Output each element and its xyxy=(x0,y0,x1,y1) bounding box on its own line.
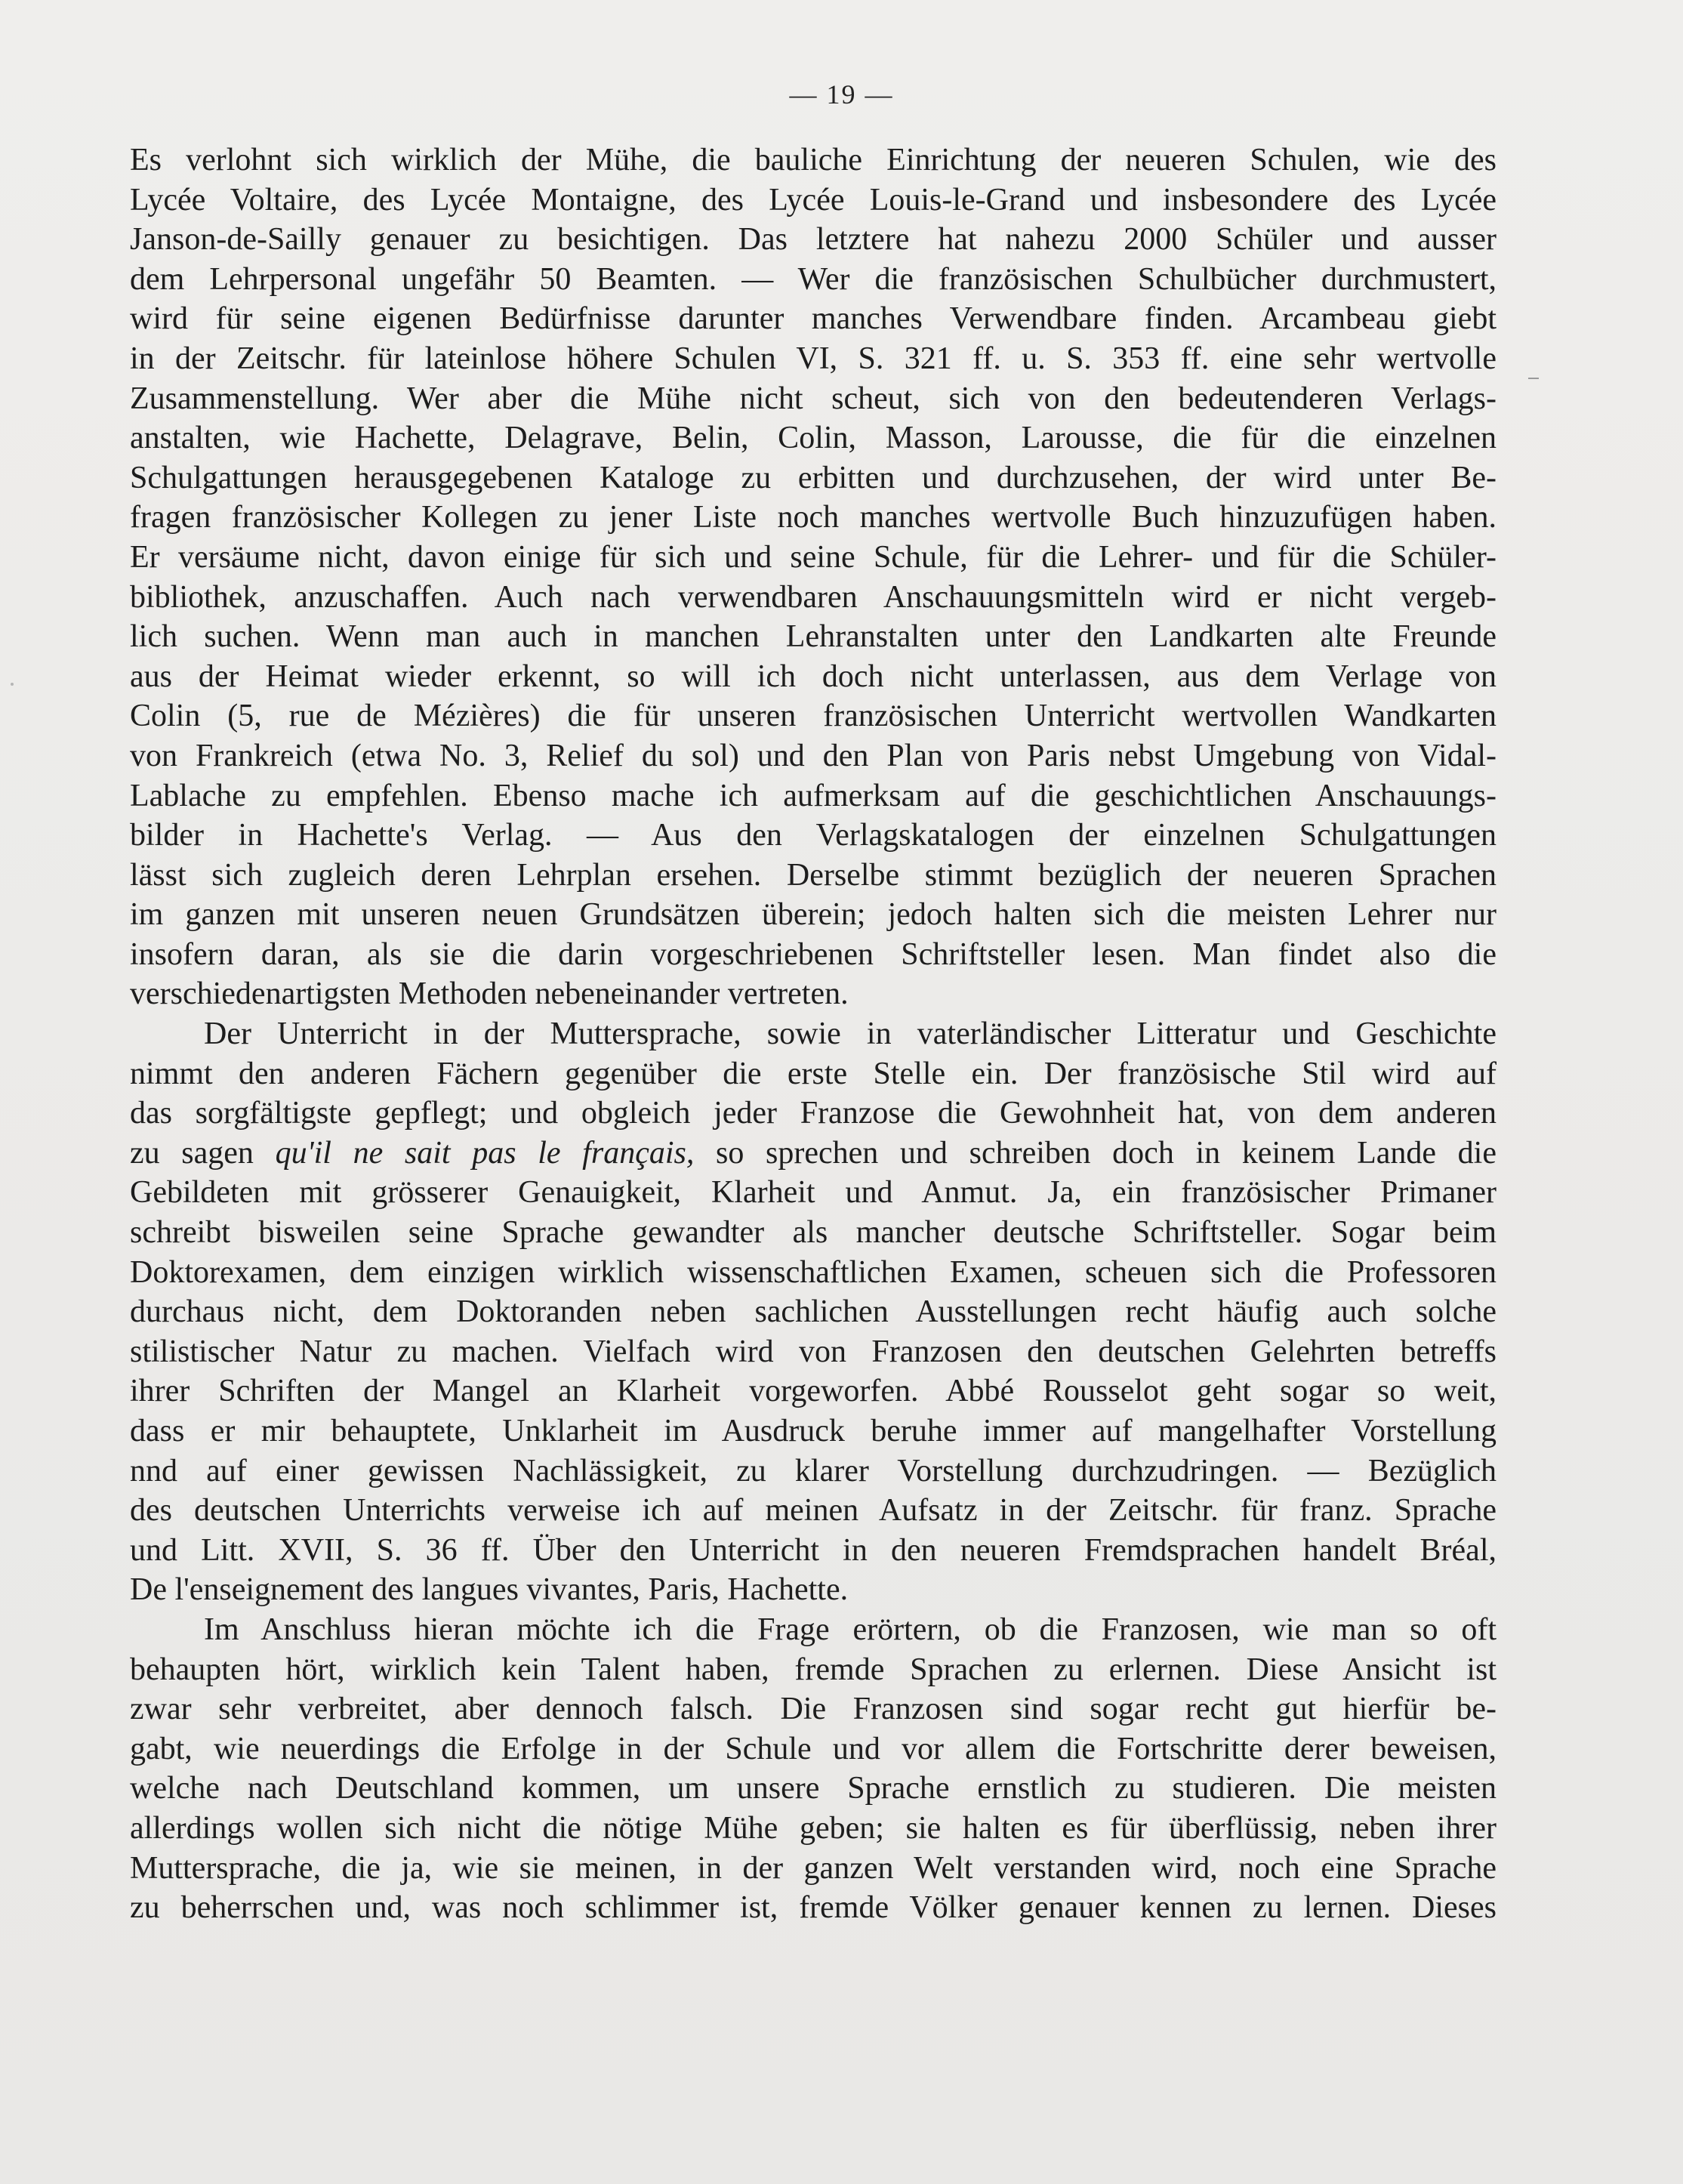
text-line: des deutschen Unterrichts verweise ich auf meinen Aufsatz in der Zeitschr. für franz. Sprache xyxy=(130,1493,1497,1528)
text-line: Es verlohnt sich wirklich der Mühe, die bauliche Einrichtung der neueren Schulen, wie des xyxy=(130,143,1497,177)
text-line: lich suchen. Wenn man auch in manchen Lehranstalten unter den Landkarten alte Freunde xyxy=(130,619,1497,655)
text-line: insofern daran, als sie die darin vorgeschriebenen Schriftsteller lesen. Man findet also die xyxy=(130,936,1497,972)
text-line: gabt, wie neuerdings die Erfolge in der Schule und vor allem die Fortschritte derer beweisen, xyxy=(130,1731,1497,1766)
text-line: stilistischer Natur zu machen. Vielfach wird von Franzosen den deutschen Gelehrten betreffs xyxy=(130,1334,1497,1369)
text-line: Er versäume nicht, davon einige für sich und seine Schule, für die Lehrer- und für die Schüler- xyxy=(130,539,1497,575)
italic-phrase: qu'il ne sait pas le français, xyxy=(275,1135,695,1171)
body-text xyxy=(130,140,1497,1928)
text-line: verschiedenartigsten Methoden nebeneinander vertreten. xyxy=(130,976,849,1012)
text-line: allerdings wollen sich nicht die nötige Mühe geben; sie halten es für überflüssig, neben ihrer xyxy=(130,1810,1497,1846)
text-line: durchaus nicht, dem Doktoranden neben sachlichen Ausstellungen recht häufig auch solche xyxy=(130,1294,1497,1330)
text-line: das sorgfältigste gepflegt; und obgleich jeder Franzose die Gewohnheit hat, von dem anderen xyxy=(130,1096,1497,1131)
text-line: nnd auf einer gewissen Nachlässigkeit, zu klarer Vorstellung durchzudringen. — Bezüglich xyxy=(130,1453,1497,1488)
text-line: Doktorexamen, dem einzigen wirklich wissenschaftlichen Examen, scheuen sich die Professoren xyxy=(130,1254,1497,1290)
text-line: fragen französischer Kollegen zu jener Liste noch manches wertvolle Buch hinzuzufügen haben. xyxy=(130,500,1497,535)
text-line: welche nach Deutschland kommen, um unsere Sprache ernstlich zu studieren. Die meisten xyxy=(130,1771,1497,1806)
text-line: schreibt bisweilen seine Sprache gewandter als mancher deutsche Schriftsteller. Sogar beim xyxy=(130,1215,1497,1251)
text-line: Gebildeten mit grösserer Genauigkeit, Klarheit und Anmut. Ja, ein französischer Primaner xyxy=(130,1175,1497,1211)
text-line: zu beherrschen und, was noch schlimmer ist, fremde Völker genauer kennen zu lernen. Dieses xyxy=(130,1890,1497,1926)
paper-speck xyxy=(11,683,14,686)
text-line: anstalten, wie Hachette, Delagrave, Belin, Colin, Masson, Larousse, die für die einzelnen xyxy=(130,421,1497,456)
text-line: im ganzen mit unseren neuen Grundsätzen überein; jedoch halten sich die meisten Lehrer nur xyxy=(130,897,1497,933)
text-line: bilder in Hachette's Verlag. — Aus den Verlagskatalogen der einzelnen Schulgattungen xyxy=(130,818,1497,853)
text-line: ihrer Schriften der Mangel an Klarheit vorgeworfen. Abbé Rousselot geht sogar so weit, xyxy=(130,1374,1497,1409)
text-line: nimmt den anderen Fächern gegenüber die erste Stelle ein. Der französische Stil wird auf xyxy=(130,1056,1497,1091)
text-line: Lablache zu empfehlen. Ebenso mache ich aufmerksam auf die geschichtlichen Anschauungs- xyxy=(130,778,1497,813)
text-segment: so sprechen und schreiben doch in keinem Lande die xyxy=(694,1135,1497,1171)
text-line: dass er mir behauptete, Unklarheit im Ausdruck beruhe immer auf mangelhafter Vorstellung xyxy=(130,1414,1497,1448)
text-line: behaupten hört, wirklich kein Talent haben, fremde Sprachen zu erlernen. Diese Ansicht ist xyxy=(130,1652,1497,1687)
text-line: bibliothek, anzuschaffen. Auch nach verwendbaren Anschauungsmitteln wird er nicht vergeb- xyxy=(130,579,1497,615)
text-line: von Frankreich (etwa No. 3, Relief du sol) und den Plan von Paris nebst Umgebung von Vidal- xyxy=(130,738,1497,773)
text-line: De l'enseignement des langues vivantes, Paris, Hachette. xyxy=(130,1572,849,1608)
text-line: lässt sich zugleich deren Lehrplan ersehen. Derselbe stimmt bezüglich der neueren Sprachen xyxy=(130,857,1497,893)
text-line: Muttersprache, die ja, wie sie meinen, in der ganzen Welt verstanden wird, noch eine Sprache xyxy=(130,1850,1497,1886)
text-line: Schulgattungen herausgegebenen Kataloge zu erbitten und durchzusehen, der wird unter Be- xyxy=(130,460,1497,495)
text-line: wird für seine eigenen Bedürfnisse darunter manches Verwendbare finden. Arcambeau giebt xyxy=(130,301,1497,337)
text-line: dem Lehrpersonal ungefähr 50 Beamten. — Wer die französischen Schulbücher durchmustert, xyxy=(130,261,1497,297)
text-line: aus der Heimat wieder erkennt, so will ich doch nicht unterlassen, aus dem Verlage von xyxy=(130,659,1497,694)
text-line: Zusammenstellung. Wer aber die Mühe nicht scheut, sich von den bedeutenderen Verlags- xyxy=(130,381,1497,416)
text-segment: zu sagen xyxy=(130,1135,276,1171)
text-line: Colin (5, rue de Mézières) die für unseren französischen Unterricht wertvollen Wandkarten xyxy=(130,699,1497,734)
text-line: zwar sehr verbreitet, aber dennoch falsch. Die Franzosen sind sogar recht gut hierfür be- xyxy=(130,1692,1497,1727)
page-number: — 19 — xyxy=(789,79,894,110)
text-line xyxy=(130,1134,1497,1174)
text-line: in der Zeitschr. für lateinlose höhere Schulen VI, S. 321 ff. u. S. 353 ff. eine sehr wertvolle xyxy=(130,341,1497,376)
text-line: Janson-de-Sailly genauer zu besichtigen. Das letztere hat nahezu 2000 Schüler und ausser xyxy=(130,222,1497,258)
text-line: Lycée Voltaire, des Lycée Montaigne, des Lycée Louis-le-Grand und insbesondere des Lycée xyxy=(130,182,1497,217)
margin-mark xyxy=(1528,378,1539,379)
text-line: Im Anschluss hieran möchte ich die Frage erörtern, ob die Franzosen, wie man so oft xyxy=(204,1612,1497,1647)
text-line: Der Unterricht in der Muttersprache, sowie in vaterländischer Litteratur und Geschichte xyxy=(204,1016,1497,1052)
text-line: und Litt. XVII, S. 36 ff. Über den Unterricht in den neueren Fremdsprachen handelt Bréal, xyxy=(130,1532,1497,1568)
